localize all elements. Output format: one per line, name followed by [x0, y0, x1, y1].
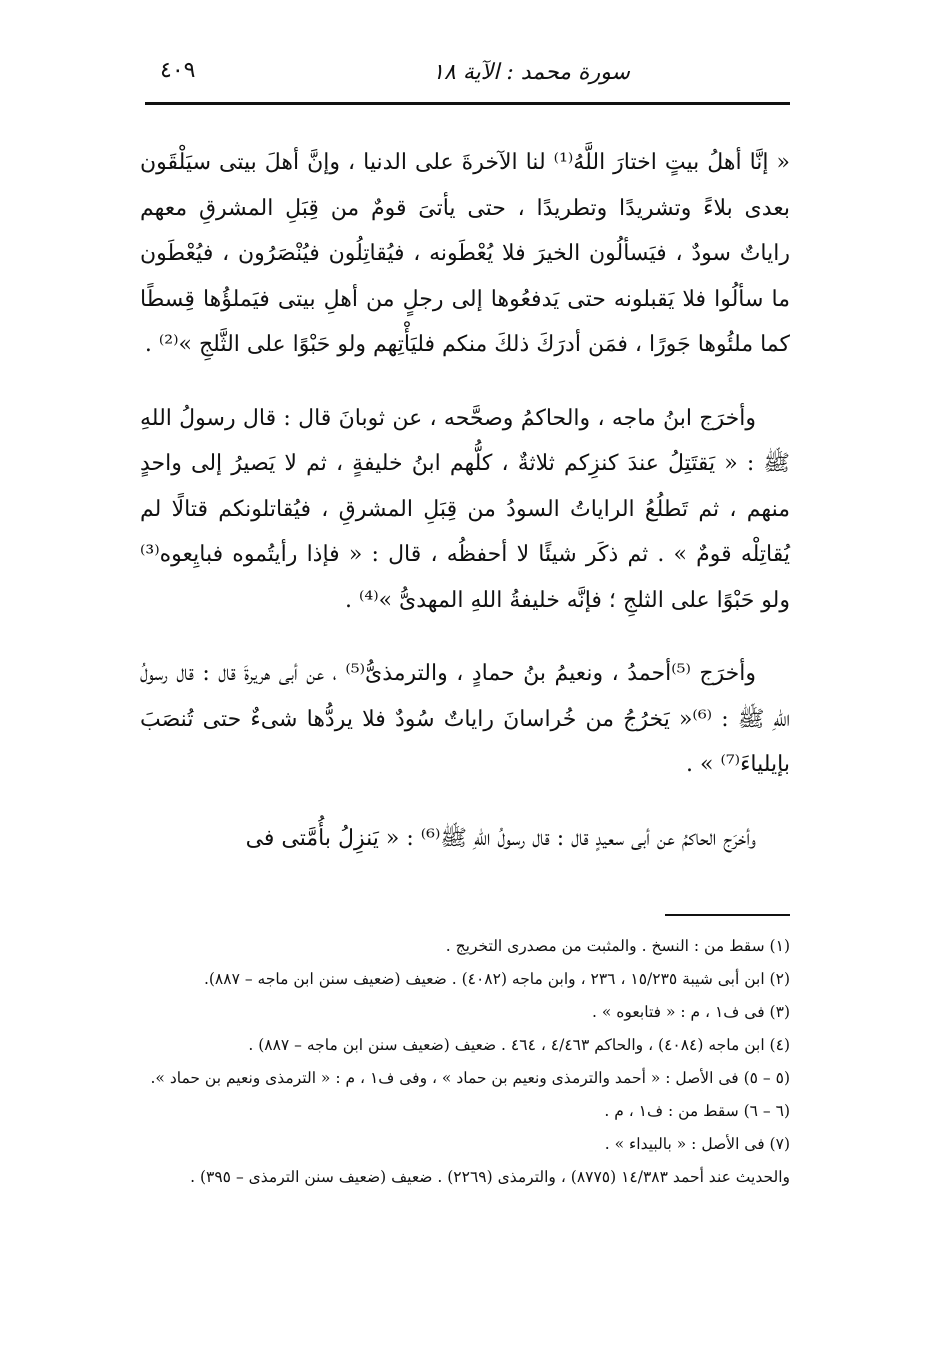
- header-rule: [145, 102, 790, 105]
- main-text: [140, 140, 790, 889]
- running-header: [150, 58, 820, 98]
- paragraph-hadith-ahl-al-bayt: « إنَّا أهلُ بيتٍ اختارَ اللَّهُ⁽¹⁾ لنا الآخرةَ على الدنيا ، وإنَّ أهلَ بيتى سيَلْقَون بعدى بلاءً وتشريدًا وتطريدًا ، حتى يأتىَ قومٌ من قِبَلِ المشرقِ معهم راياتٌ سودٌ ، فيَسألُون الخيرَ فلا يُعْطَونه ، فيُقاتِلُون فيُنْصَرُون ، فيُعْطَون ما سألُوا فلا يَقبلونه حتى يَدفعُوها إلى رجلٍ من أهلِ بيتى فيَملؤُها قِسطًا كما ملئُوها جَورًا ، فمَن أدرَكَ ذلكَ منكم فليَأْتِهم ولو حَبْوًا على الثَّلجِ »⁽²⁾ .: [140, 150, 791, 357]
- footnote-3: (٣) فى ف١ ، م : « فتابعوه » .: [592, 1003, 790, 1021]
- footnote-rule: [665, 914, 790, 916]
- footnote-5: (٥ – ٥) فى الأصل : « أحمد والترمذى ونعيم بن حماد » ، وفى ف١ ، م : « الترمذى ونعيم بن حماد ».: [150, 1069, 790, 1087]
- paragraph-abu-said-narration: وأخرَج الحاكمُ عن أبى سعيدٍ قال : قال رسولُ اللهِ ﷺ⁽⁶⁾ : « يَنزِلُ بأُمَّتى فى: [245, 825, 756, 851]
- footnotes: [130, 930, 790, 1194]
- footnote-7-continuation: والحديث عند أحمد ١٤/٣٨٣ (٨٧٧٥) ، والترمذى (٢٢٦٩) . ضعيف (ضعيف سنن الترمذى – ٣٩٥) .: [190, 1168, 790, 1186]
- footnote-7: (٧) فى الأصل : « بالبيداء » .: [604, 1135, 790, 1153]
- footnote-2: (٢) ابن أبى شيبة ١٥/٢٣٥ ، ٢٣٦ ، وابن ماجه (٤٠٨٢) . ضعيف (ضعيف سنن ابن ماجه – ٨٨٧).: [203, 970, 790, 988]
- footnote-4: (٤) ابن ماجه (٤٠٨٤) ، والحاكم ٤/٤٦٣ ، ٤٦٤ . ضعيف (ضعيف سنن ابن ماجه – ٨٨٧) .: [248, 1036, 790, 1054]
- footnote-6: (٦ – ٦) سقط من : ف١ ، م .: [604, 1102, 790, 1120]
- paragraph-abu-hurayra-narration: وأخرَج ⁽⁵⁾أحمدُ ، ونعيمُ بنُ حمادٍ ، والترمذىُّ⁽⁵⁾ ، عن أبى هريرةَ قال : قال رسولُ اللهِ ﷺ : ⁽⁶⁾« يَخرُجُ من خُراسانَ راياتٌ سُودٌ فلا يردُّها شىءٌ حتى تُنصَبَ بإيلياءَ⁽⁷⁾ » .: [140, 661, 790, 777]
- running-title: سورة محمد : الآية ١٨: [432, 60, 630, 85]
- paragraph-thawban-narration: وأخرَج ابنُ ماجه ، والحاكمُ وصحَّحه ، عن ثوبانَ قال : قال رسولُ اللهِ ﷺ : « يَقتَتِلُ عندَ كنزِكم ثلاثةٌ ، كلُّهم ابنُ خليفةٍ ، ثم لا يَصيرُ إلى واحدٍ منهم ، ثم تَطلُعُ الراياتُ السودُ من قِبَلِ المشرقِ ، فيُقاتلونكم قتالًا لم يُقاتِلْه قومٌ » . ثم ذكَر شيئًا لا أحفظُه ، قال : « فإذا رأيتُموه فبايِعوه⁽³⁾ ولو حَبْوًا على الثلجِ ؛ فإنَّه خليفةُ اللهِ المهدىُّ »⁽⁴⁾ .: [140, 405, 790, 613]
- footnote-1: (١) سقط من : النسخ . والمثبت من مصدرى التخريج .: [445, 937, 790, 955]
- page-number: ٤٠٩: [160, 58, 196, 83]
